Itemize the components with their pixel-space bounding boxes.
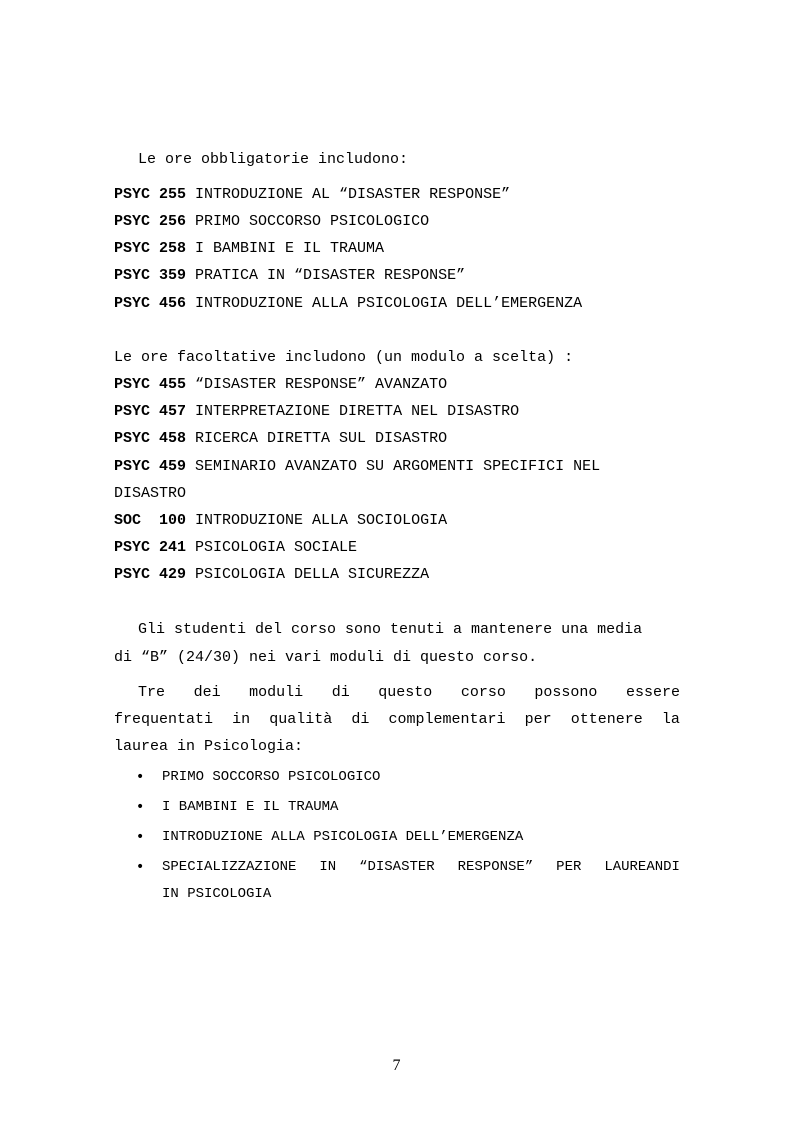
course-code: PSYC 258 [114,240,187,257]
list-item: I BAMBINI E IL TRAUMA [162,799,339,815]
word: la [661,711,680,728]
word: ottenere [570,711,643,728]
word: di [331,684,350,701]
course-title: “DISASTER RESPONSE” AVANZATO [195,376,448,393]
word: Tre [138,684,166,701]
paragraph-complementary-line1 [138,684,680,702]
word: IN [319,859,337,875]
course-title: PRIMO SOCCORSO PSICOLOGICO [195,213,430,230]
word: complementari [388,711,506,728]
course-title: RICERCA DIRETTA SUL DISASTRO [195,430,448,447]
word: essere [625,684,680,701]
course-title: PRATICA IN “DISASTER RESPONSE” [195,267,466,284]
word: frequentati [114,711,214,728]
course-title: PSICOLOGIA SOCIALE [195,539,358,556]
course-code: PSYC 241 [114,539,187,556]
course-row [114,458,600,476]
list-item-justified [162,858,680,876]
word: corso [460,684,506,701]
course-title-continued: DISASTRO [114,485,187,502]
course-code: PSYC 359 [114,267,187,284]
course-row [114,566,429,584]
course-row [114,512,447,530]
bullet-icon: • [136,769,145,785]
course-row [114,213,429,231]
course-title: INTERPRETAZIONE DIRETTA NEL DISASTRO [195,403,520,420]
bullet-icon: • [136,799,145,815]
page-number: 7 [392,1057,401,1074]
word: SPECIALIZZAZIONE [162,859,297,875]
course-row [114,403,519,421]
word: dei [193,684,221,701]
word: in [232,711,251,728]
course-code: PSYC 429 [114,566,187,583]
course-row [114,430,447,448]
course-code: PSYC 458 [114,430,187,447]
word: possono [534,684,598,701]
course-title: I BAMBINI E IL TRAUMA [195,240,385,257]
course-row [114,295,582,313]
course-title: INTRODUZIONE ALLA SOCIOLOGIA [195,512,448,529]
word: LAUREANDI [604,859,680,875]
course-row [114,240,384,258]
list-item-continued: IN PSICOLOGIA [162,886,272,902]
paragraph-complementary-line3: laurea in Psicologia: [114,738,304,755]
word: moduli [249,684,304,701]
course-code: PSYC 255 [114,186,187,203]
course-code: PSYC 459 [114,458,187,475]
word: RESPONSE” [457,859,534,875]
course-code: SOC 100 [114,512,187,529]
paragraph-average-line2: di “B” (24/30) nei vari moduli di questo corso. [114,649,538,666]
word: “DISASTER [359,859,435,875]
bullet-icon: • [136,829,145,845]
optional-intro: Le ore facoltative includono (un modulo a scelta) : [114,349,574,366]
course-row [114,539,357,557]
bullet-icon: • [136,859,145,875]
paragraph-complementary-line2 [114,711,680,729]
list-item: PRIMO SOCCORSO PSICOLOGICO [162,769,381,785]
course-title: SEMINARIO AVANZATO SU ARGOMENTI SPECIFICI NEL [195,458,601,475]
mandatory-intro: Le ore obbligatorie includono: [138,151,409,168]
course-row [114,376,447,394]
paragraph-average-line1: Gli studenti del corso sono tenuti a mantenere una media [138,621,643,638]
course-row [114,267,465,285]
course-row [114,186,510,204]
course-title: PSICOLOGIA DELLA SICUREZZA [195,566,430,583]
course-code: PSYC 455 [114,376,187,393]
course-title: INTRODUZIONE AL “DISASTER RESPONSE” [195,186,511,203]
course-code: PSYC 256 [114,213,187,230]
word: questo [378,684,433,701]
word: qualità [269,711,333,728]
course-code: PSYC 456 [114,295,187,312]
word: per [524,711,552,728]
course-title: INTRODUZIONE ALLA PSICOLOGIA DELL’EMERGENZA [195,295,583,312]
word: di [351,711,370,728]
word: PER [556,859,582,875]
course-code: PSYC 457 [114,403,187,420]
list-item: INTRODUZIONE ALLA PSICOLOGIA DELL’EMERGENZA [162,829,524,845]
